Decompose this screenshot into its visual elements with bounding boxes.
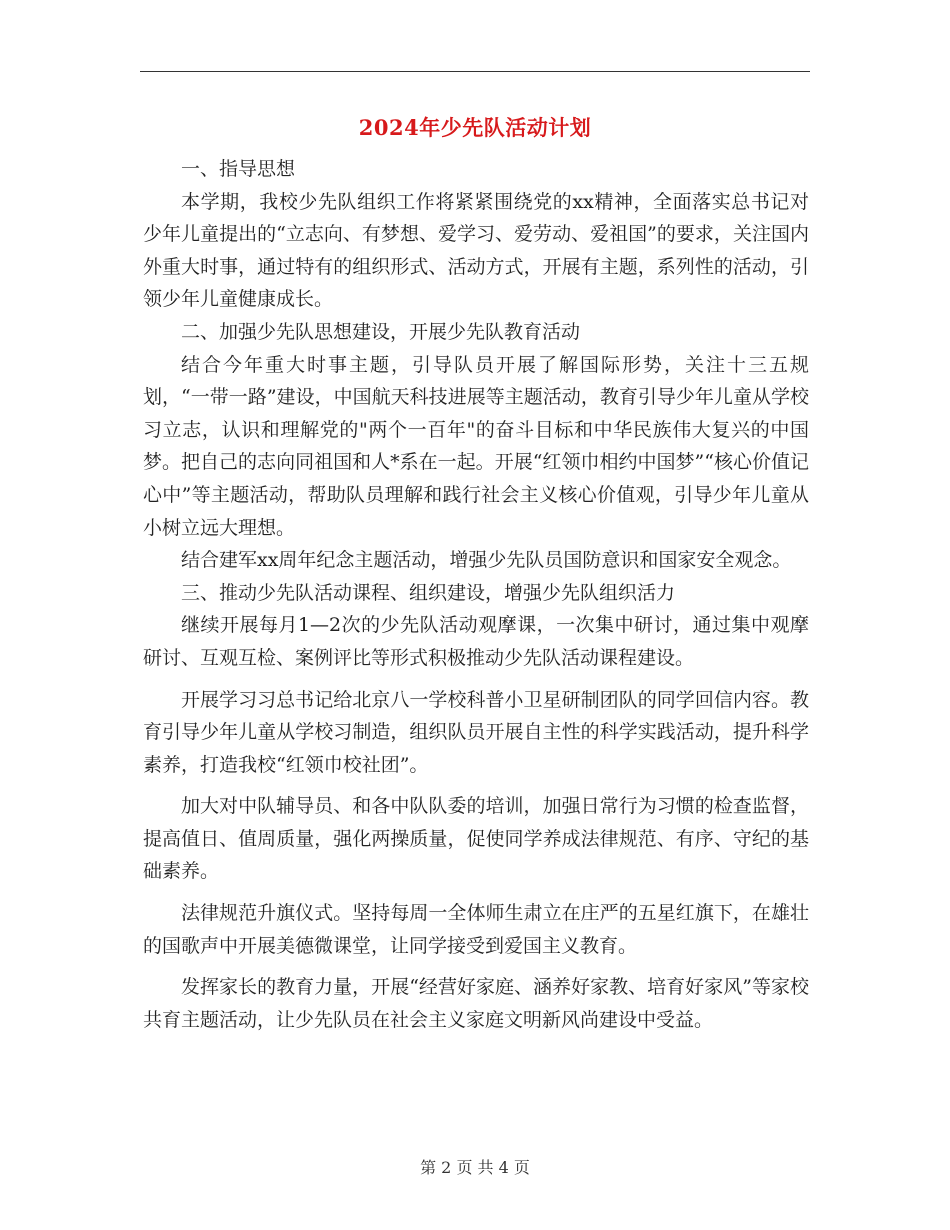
- document-title: 2024年少先队活动计划: [358, 115, 592, 140]
- header-rule: [140, 71, 810, 72]
- paragraph: 结合建军xx周年纪念主题活动，增强少先队员国防意识和国家安全观念。: [181, 549, 792, 572]
- paragraph: 本学期，我校少先队组织工作将紧紧围绕党的xx精神，全面落实总书记对少年儿童提出的“立志向、有梦想、爱学习、爱劳动、爱祖国”的要求，关注国内外重大时事，通过特有的组织形式、活动方式，开展有主题，系列性的活动，引领少年儿童健康成长。: [143, 190, 809, 311]
- paragraph: 加大对中队辅导员、和各中队队委的培训，加强日常行为习惯的检查监督，提高值日、值周质量，强化两操质量，促使同学养成法律规范、有序、守纪的基础素养。: [143, 795, 809, 883]
- heading-ideological-building: 二、加强少先队思想建设，开展少先队教育活动: [181, 320, 581, 343]
- paragraph: 继续开展每月1—2次的少先队活动观摩课，一次集中研讨，通过集中观摩研讨、互观互检、案例评比等形式积极推动少先队活动课程建设。: [143, 614, 809, 669]
- paragraph: 结合今年重大时事主题，引导队员开展了解国际形势，关注十三五规划，“一带一路”建设，中国航天科技进展等主题活动，教育引导少年儿童从学校习立志，认识和理解党的"两个一百年"的奋斗目标和中华民族伟大复兴的中国梦。把自己的志向同祖国和人*系在一起。开展“红领巾相约中国梦”“核心价值记心中”等主题活动，帮助队员理解和践行社会主义核心价值观，引导少年儿童从小树立远大理想。: [143, 353, 809, 539]
- paragraph: 法律规范升旗仪式。坚持每周一全体师生肃立在庄严的五星红旗下，在雄壮的国歌声中开展美德微课堂，让同学接受到爱国主义教育。: [143, 902, 809, 957]
- heading-guiding-ideology: 一、指导思想: [181, 158, 296, 180]
- page-number: 第 2 页 共 4 页: [420, 1158, 530, 1177]
- document-body: [143, 153, 809, 1036]
- heading-activity-curriculum: 三、推动少先队活动课程、组织建设，增强少先队组织活力: [181, 581, 676, 604]
- paragraph: 开展学习习总书记给北京八一学校科普小卫星研制团队的同学回信内容。教育引导少年儿童从学校习制造，组织队员开展自主性的科学实践活动，提升科学素养，打造我校“红领巾校社团”。: [143, 688, 809, 776]
- paragraph: 发挥家长的教育力量，开展“经营好家庭、涵养好家教、培育好家风”等家校共育主题活动，让少先队员在社会主义家庭文明新风尚建设中受益。: [143, 976, 809, 1031]
